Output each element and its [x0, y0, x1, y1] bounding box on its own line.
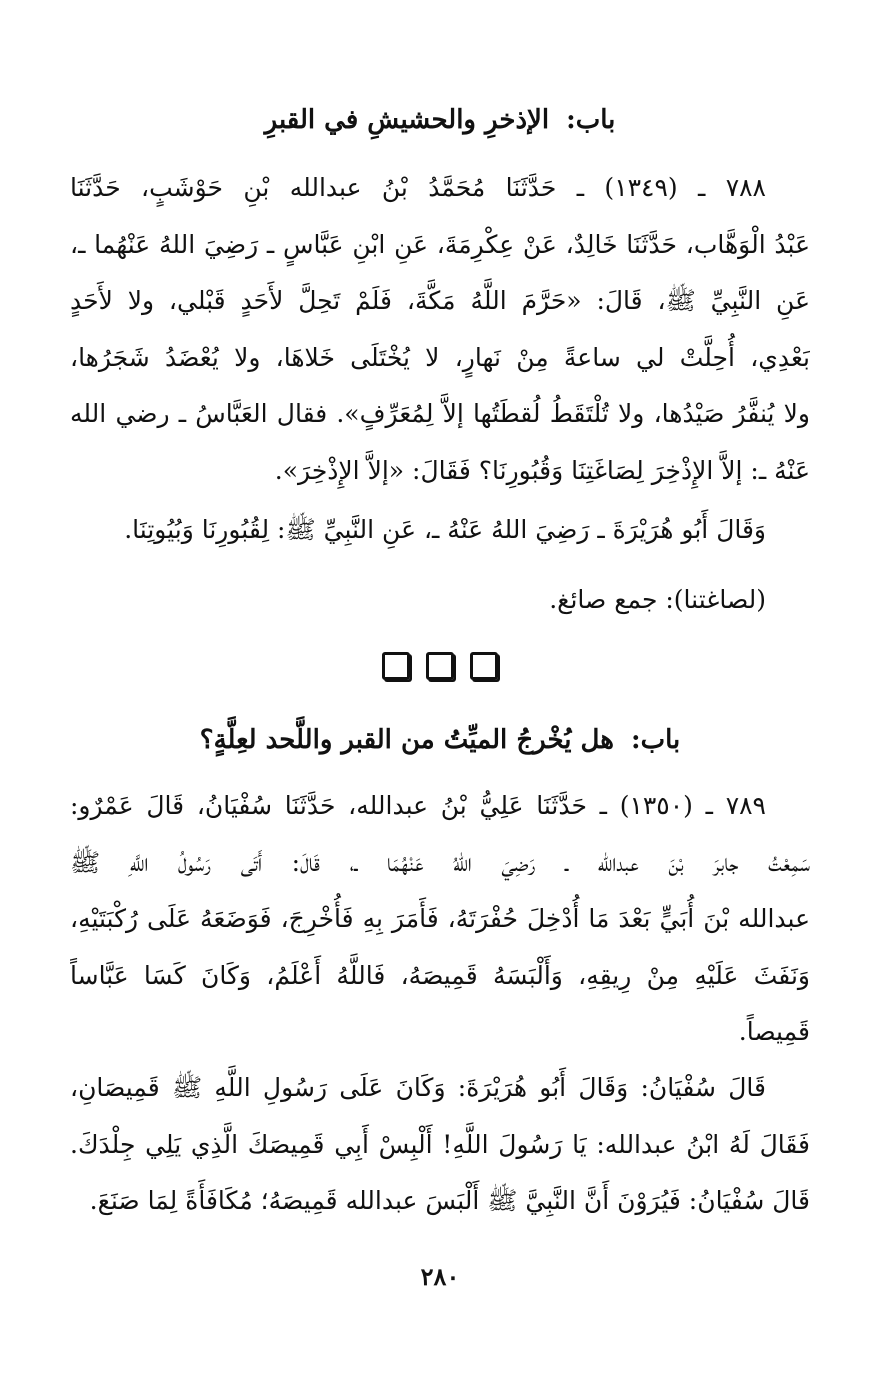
chapter-label: باب:: [566, 105, 616, 135]
narration-line: وَقَالَ أَبُو هُرَيْرَةَ ـ رَضِيَ اللهُ عَنْهُ ـ، عَنِ النَّبِيِّ ﷺ: لِقُبُورِنَا وَبُيُوتِنَا.: [124, 515, 766, 544]
hadith-789: [70, 778, 810, 1061]
hadith-line: عَنْهُ ـ: إلاَّ الإِذْخِرَ لِصَاغَتِنَا وَقُبُورِنَا؟ فَقَالَ: «إلاَّ الإِذْخِرَ».: [274, 455, 810, 485]
book-page: [70, 0, 810, 1374]
chapter-title: الإذخرِ والحشيشِ في القبرِ: [264, 105, 550, 135]
second-narration: [70, 502, 810, 559]
hadith-line: قَمِيصاً.: [738, 1017, 810, 1046]
chapter-label: باب:: [631, 725, 681, 755]
hadith-line: عَنِ النَّبِيِّ ﷺ، قَالَ: «حَرَّمَ اللَّهُ مَكَّةَ، فَلَمْ تَحِلَّ لأَحَدٍ قَبْلي، ولا لأَحَدٍ: [70, 286, 810, 315]
hadith-line: عَبْدُ الْوَهَّاب، حَدَّثَنَا خَالِدٌ، عَنْ عِكْرِمَةَ، عَنِ ابْنِ عَبَّاسٍ ـ رَضِيَ اللهُ عَنْهُما ـ،: [70, 229, 810, 259]
hadith-line: سَمِعْتُ جابرَ بْنَ عبدالله ـ رَضِيَ اللهُ عَنْهُمَا ـ، قَالَ: أَتَى رَسُولُ اللَّهِ ﷺ: [70, 847, 810, 877]
chapter-heading-2: [70, 720, 810, 760]
section-separator: [70, 652, 810, 680]
chapter-title: هل يُخْرجُ الميِّتُ من القبر واللَّحد لعِلَّةٍ؟: [199, 725, 614, 755]
hadith-788: [70, 160, 810, 499]
page-number: ٢٨٠: [420, 1262, 460, 1291]
vocabulary-note: (لصاغتنا): جمع صائغ.: [549, 585, 766, 614]
narration-line: قَالَ سُفْيَانُ: وَقَالَ أَبُو هُرَيْرَةَ: وَكَانَ عَلَى رَسُولِ اللَّهِ ﷺ قَمِيصَانِ،: [70, 1073, 766, 1102]
separator-square-icon: [382, 652, 410, 680]
hadith-line: وَنَفَثَ عَلَيْهِ مِنْ رِيقِهِ، وَأَلْبَسَهُ قَمِيصَهُ، فَاللَّهُ أَعْلَمُ، وَكَانَ كَسَا عَبَّاساً: [70, 960, 810, 990]
narration-line: فَقَالَ لَهُ ابْنُ عبدالله: يَا رَسُولَ اللَّهِ! أَلْبِسْ أَبِي قَمِيصَكَ الَّذِي يَلِي جِلْدَكَ.: [70, 1129, 810, 1159]
hadith-line: ٧٨٩ ـ (١٣٥٠) ـ حَدَّثَنَا عَلِيُّ بْنُ عبدالله، حَدَّثَنَا سُفْيَانُ، قَالَ عَمْرٌو:: [70, 791, 766, 820]
hadith-line: ٧٨٨ ـ (١٣٤٩) ـ حَدَّثَنَا مُحَمَّدُ بْنُ عبدالله بْنِ حَوْشَبٍ، حَدَّثَنَا: [70, 173, 766, 202]
separator-square-icon: [470, 652, 498, 680]
separator-square-icon: [426, 652, 454, 680]
hadith-line: بَعْدِي، أُحِلَّتْ لي ساعةً مِنْ نَهارٍ، لا يُخْتَلَى خَلاهَا، ولا يُعْضَدُ شَجَرُها،: [70, 342, 810, 372]
sufyan-narration: [70, 1060, 810, 1230]
hadith-line: عبدالله بْنَ أُبَيٍّ بَعْدَ مَا أُدْخِلَ حُفْرَتَهُ، فَأَمَرَ بِهِ فَأُخْرِجَ، فَوَضَعَهُ عَلَى رُكْبَتَيْهِ،: [70, 904, 810, 933]
hadith-line: ولا يُنفَّرُ صَيْدُها، ولا تُلْتَقَطُ لُقطَتُها إلاَّ لِمُعَرِّفٍ». فقال العَبَّاسُ ـ رضي الله: [70, 399, 810, 428]
chapter-heading-1: [70, 100, 810, 140]
narration-line: قَالَ سُفْيَانُ: فَيُرَوْنَ أَنَّ النَّبِيَّ ﷺ أَلْبَسَ عبدالله قَمِيصَهُ؛ مُكَافَأَةً لِمَا صَنَعَ.: [89, 1186, 810, 1215]
